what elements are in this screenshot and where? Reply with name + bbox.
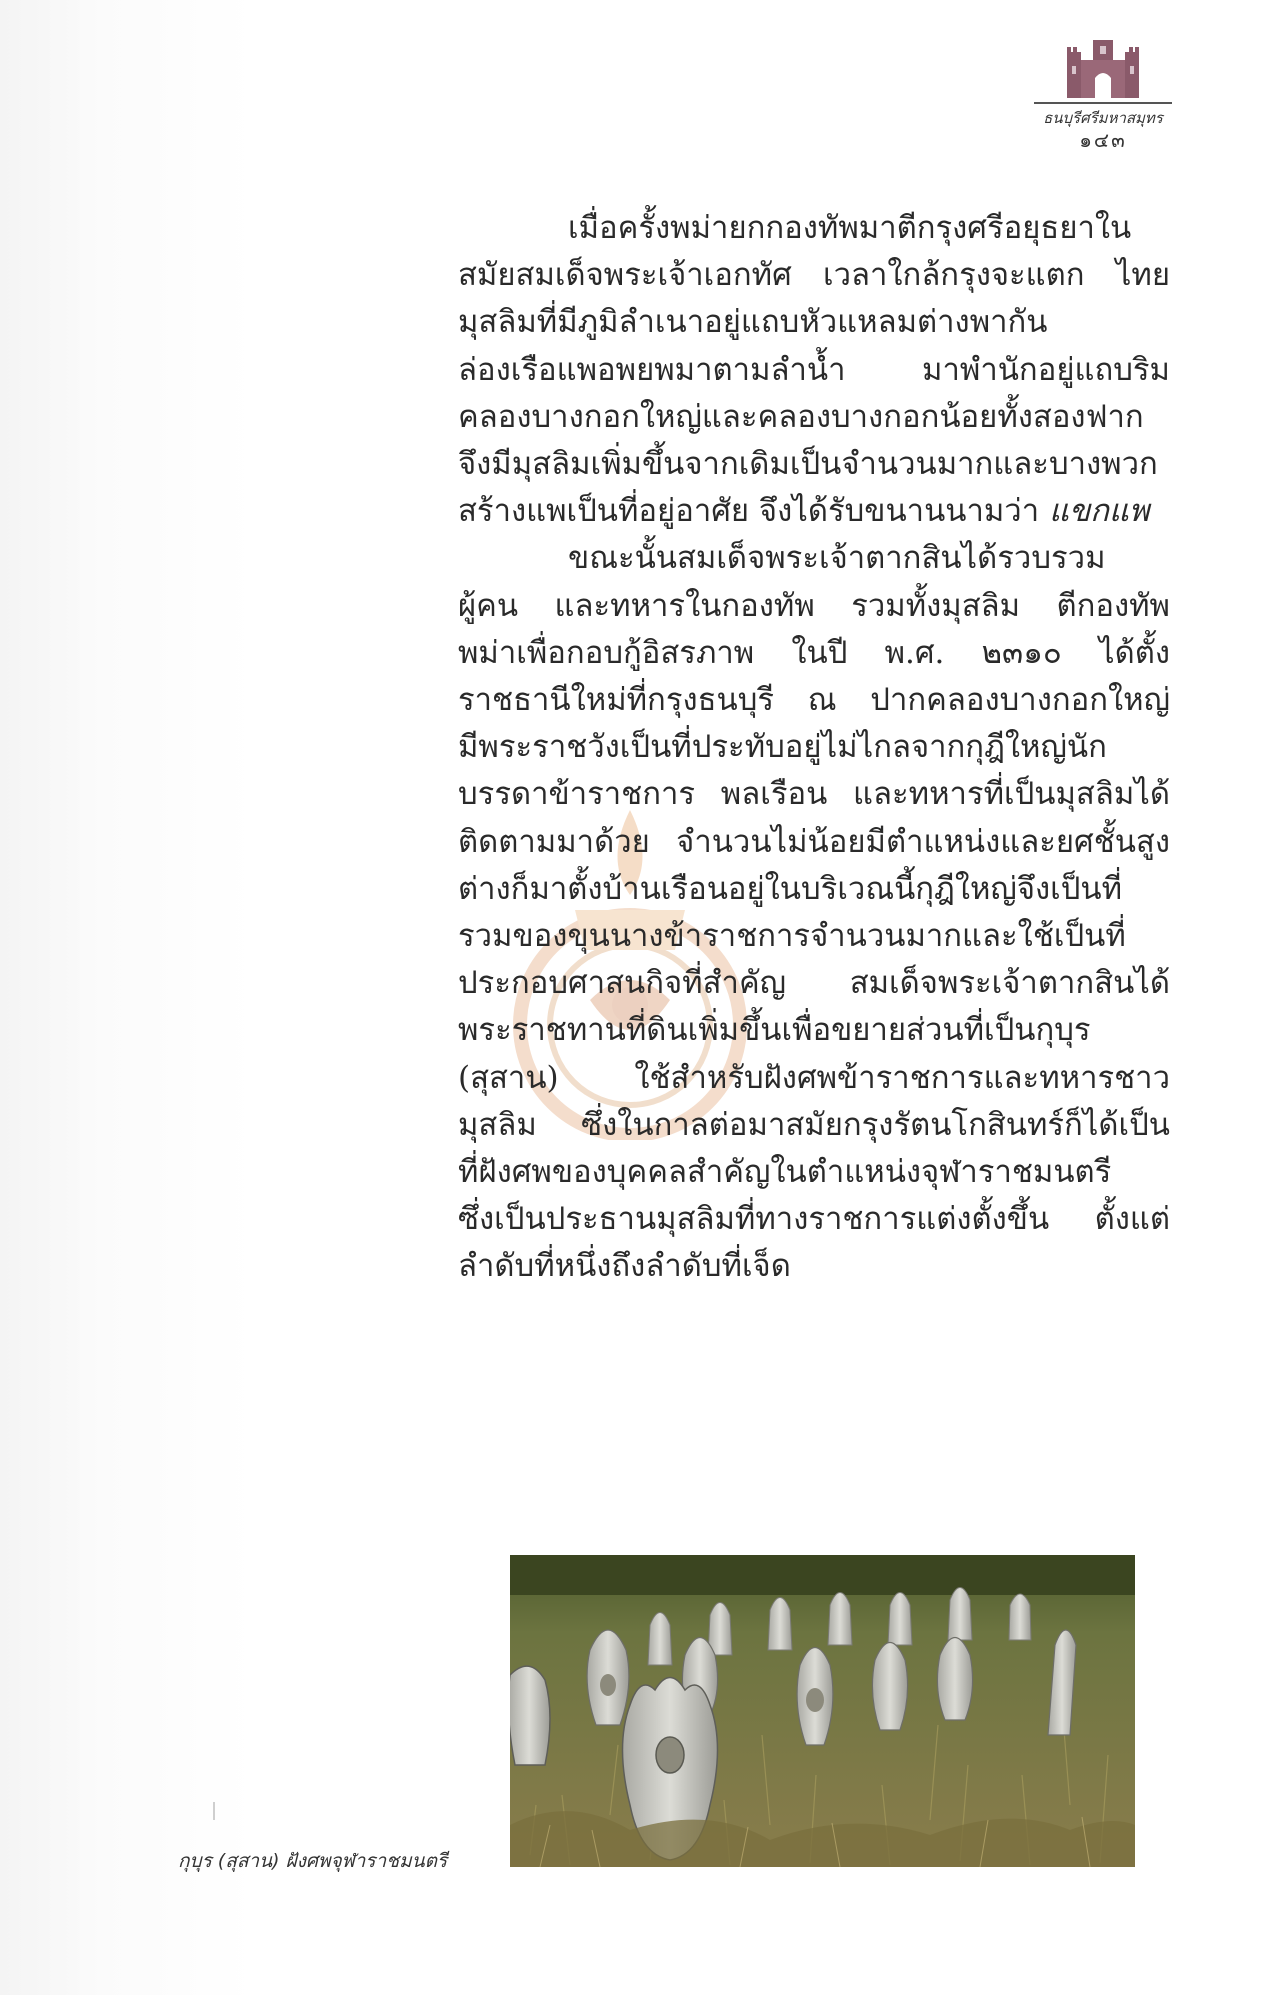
paragraph-1 <box>458 205 1170 535</box>
figure-caption: กุบุร (สุสาน) ฝังศพจุฬาราชมนตรี <box>178 1850 448 1872</box>
body-text <box>458 205 1170 1291</box>
text-line: รวมของขุนนางข้าราชการจำนวนมากและใช้เป็นที่ <box>458 918 1126 955</box>
text-line: ต่างก็มาตั้งบ้านเรือนอยู่ในบริเวณนี้กุฎีใหญ่จึงเป็นที่ <box>458 870 1123 907</box>
text-line: ซึ่งเป็นประธานมุสลิมที่ทางราชการแต่งตั้งขึ้น ตั้งแต่ <box>458 1201 1170 1238</box>
page-number: ๑๔๓ <box>1079 128 1127 152</box>
text-line: เมื่อครั้งพม่ายกกองทัพมาตีกรุงศรีอยุธยาใน <box>568 210 1132 246</box>
italic-term: แขกแพ <box>1048 493 1150 530</box>
text-line: มีพระราชวังเป็นที่ประทับอยู่ไม่ไกลจากกุฎีใหญ่นัก <box>458 729 1107 766</box>
text-line: มุสลิม ซึ่งในกาลต่อมาสมัยกรุงรัตนโกสินทร์ก็ได้เป็น <box>458 1106 1170 1143</box>
text-line: ที่ฝังศพของบุคคลสำคัญในตำแหน่งจุฬาราชมนตรี <box>458 1154 1112 1191</box>
text-line-main: สร้างแพเป็นที่อยู่อาศัย จึงได้รับขนานนามว่า <box>458 493 1040 530</box>
castle-logo-icon <box>1063 38 1143 100</box>
text-line: ประกอบศาสนกิจที่สำคัญ สมเด็จพระเจ้าตากสินได้ <box>458 965 1170 1002</box>
text-line: สมัยสมเด็จพระเจ้าเอกทัศ เวลาใกล้กรุงจะแตก ไทย <box>458 257 1170 294</box>
text-line: พม่าเพื่อกอบกู้อิสรภาพ ในปี พ.ศ. ๒๓๑๐ ได้ตั้ง <box>458 634 1170 671</box>
scan-mark <box>213 1802 215 1820</box>
cemetery-photo <box>510 1555 1135 1867</box>
text-line <box>458 488 1170 535</box>
text-line: ล่องเรือแพอพยพมาตามลำน้ำ มาพำนักอยู่แถบริม <box>458 351 1170 388</box>
text-line: บรรดาข้าราชการ พลเรือน และทหารที่เป็นมุสลิมได้ <box>458 776 1170 813</box>
text-line: มุสลิมที่มีภูมิลำเนาอยู่แถบหัวแหลมต่างพากัน <box>458 304 1048 341</box>
text-line: คลองบางกอกใหญ่และคลองบางกอกน้อยทั้งสองฟาก <box>458 398 1144 435</box>
text-line: ราชธานีใหม่ที่กรุงธนบุรี ณ ปากคลองบางกอกใหญ่ <box>458 682 1170 719</box>
text-line: ลำดับที่หนึ่งถึงลำดับที่เจ็ด <box>458 1248 791 1285</box>
text-line: ติดตามมาด้วย จำนวนไม่น้อยมีตำแหน่งและยศชั้นสูง <box>458 823 1170 860</box>
text-line: (สุสาน) ใช้สำหรับฝังศพข้าราชการและทหารชาว <box>458 1059 1170 1096</box>
paragraph-2 <box>458 535 1170 1290</box>
text-line: ผู้คน และทหารในกองทัพ รวมทั้งมุสลิม ตีกองทัพ <box>458 587 1170 624</box>
header-title: ธนบุรีศรีมหาสมุทร <box>1043 109 1163 127</box>
text-line: พระราชทานที่ดินเพิ่มขึ้นเพื่อขยายส่วนที่เป็นกุบุร <box>458 1012 1091 1049</box>
header-rule <box>1034 102 1172 104</box>
running-header <box>1028 38 1178 152</box>
cemetery-photo-image <box>510 1555 1135 1867</box>
text-line: จึงมีมุสลิมเพิ่มขึ้นจากเดิมเป็นจำนวนมากและบางพวก <box>458 446 1158 483</box>
text-line: ขณะนั้นสมเด็จพระเจ้าตากสินได้รวบรวม <box>568 540 1106 577</box>
